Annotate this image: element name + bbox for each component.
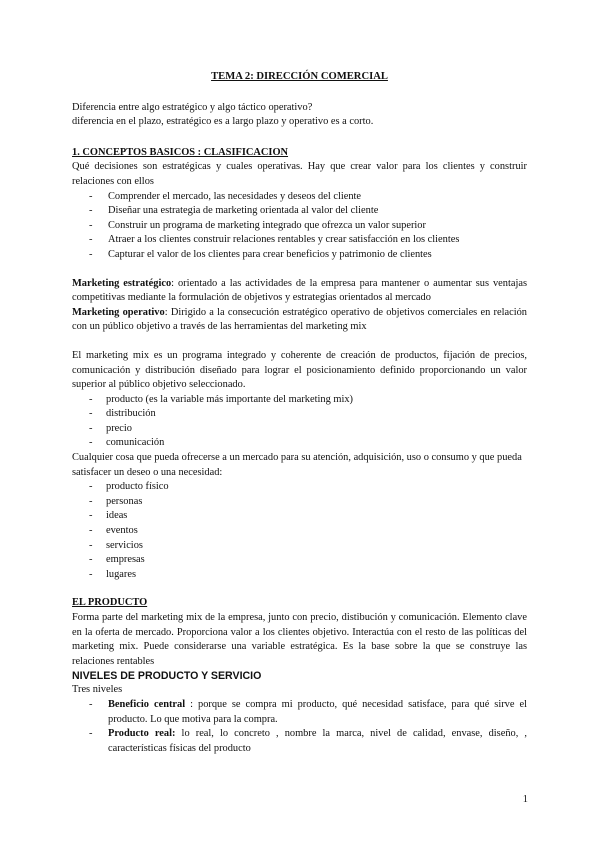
section-heading-conceptos: 1. CONCEPTOS BASICOS : CLASIFICACION bbox=[72, 146, 289, 158]
nivel-text: : porque se compra mi producto, qué necesidad satisface, para qué sirve el producto. Lo que motiva para la compra. bbox=[108, 698, 527, 725]
page-title: TEMA 2: DIRECCIÓN COMERCIAL bbox=[211, 71, 388, 82]
product-types-list bbox=[72, 480, 527, 582]
steps-list bbox=[72, 190, 527, 263]
list-item: - Atraer a los clientes construir relaciones rentables y crear satisfacción en los clientes bbox=[72, 233, 527, 248]
nivel-label: Producto real: bbox=[108, 728, 176, 740]
niveles-intro: Tres niveles bbox=[72, 684, 123, 696]
marketing-operativo-text: : Dirigido a la consecución estratégico operativo de objetivos comerciales en relación con un público objetivo a través de las herramientas del marketing mix bbox=[72, 306, 527, 333]
list-item: - comunicación bbox=[72, 436, 527, 451]
section-heading-niveles: NIVELES DE PRODUCTO Y SERVICIO bbox=[72, 670, 262, 683]
list-item: - distribución bbox=[72, 407, 527, 422]
list-item: - Diseñar una estrategia de marketing orientada al valor del cliente bbox=[72, 204, 527, 219]
marketing-operativo-label: Marketing operativo bbox=[72, 306, 165, 318]
intro-question: Diferencia entre algo estratégico y algo táctico operativo? bbox=[72, 101, 313, 113]
section1-intro: Qué decisiones son estratégicas y cuales operativas. Hay que crear valor para los clientes y construir relaciones con ellos bbox=[72, 161, 527, 187]
list-item: - empresas bbox=[72, 553, 527, 568]
intro-answer: diferencia en el plazo, estratégico es a largo plazo y operativo es a corto. bbox=[72, 116, 374, 128]
product-definition: Cualquier cosa que pueda ofrecerse a un mercado para su atención, adquisición, uso o consumo y que pueda satisfacer un deseo o una necesidad: bbox=[72, 452, 522, 478]
list-item: - personas bbox=[72, 495, 527, 510]
page-number: 1 bbox=[522, 794, 528, 805]
list-item: - Construir un programa de marketing integrado que ofrezca un valor superior bbox=[72, 219, 527, 234]
marketing-estrategico-text: : orientado a las actividades de la empresa para mantener o aumentar sus ventajas competitivas mediante la formulación de objetivos y estrategias orientados al mercado bbox=[72, 277, 528, 304]
producto-paragraph: Forma parte del marketing mix de la empresa, junto con precio, distibución y comunicación. Elemento clave en la oferta de mercado. Proporciona valor a los clientes objetivo. Interactúa con el resto de las políticas del marketing mix. Puede considerarse una variable estratégica. Es la base sobre la que se construye las relaciones rentables bbox=[72, 612, 527, 667]
list-item: - lugares bbox=[72, 568, 527, 583]
list-item: - servicios bbox=[72, 539, 527, 554]
document-body bbox=[72, 70, 527, 756]
mix-list bbox=[72, 393, 527, 451]
list-item: - eventos bbox=[72, 524, 527, 539]
list-item: - producto físico bbox=[72, 480, 527, 495]
niveles-list bbox=[72, 698, 527, 756]
marketing-operativo-paragraph bbox=[72, 306, 527, 335]
list-item bbox=[72, 698, 527, 727]
list-item: - producto (es la variable más importante del marketing mix) bbox=[72, 393, 527, 408]
marketing-mix-paragraph: El marketing mix es un programa integrado y coherente de creación de productos, fijación de precios, comunicación y distribución diseñado para lograr el posicionamiento definido proporcionando un valor superior al público objetivo seleccionado. bbox=[72, 349, 527, 391]
marketing-estrategico-paragraph bbox=[72, 277, 527, 306]
marketing-estrategico-label: Marketing estratégico bbox=[72, 277, 172, 289]
list-item: - precio bbox=[72, 422, 527, 437]
list-item: - Capturar el valor de los clientes para crear beneficios y patrimonio de clientes bbox=[72, 248, 527, 263]
list-item: - Comprender el mercado, las necesidades y deseos del cliente bbox=[72, 190, 527, 205]
nivel-label: Beneficio central bbox=[108, 698, 186, 710]
section-heading-producto: EL PRODUCTO bbox=[72, 597, 148, 609]
list-item: - ideas bbox=[72, 509, 527, 524]
list-item bbox=[72, 727, 527, 756]
nivel-text: lo real, lo concreto , nombre la marca, nivel de calidad, envase, diseño, , características físicas del producto bbox=[108, 728, 528, 754]
